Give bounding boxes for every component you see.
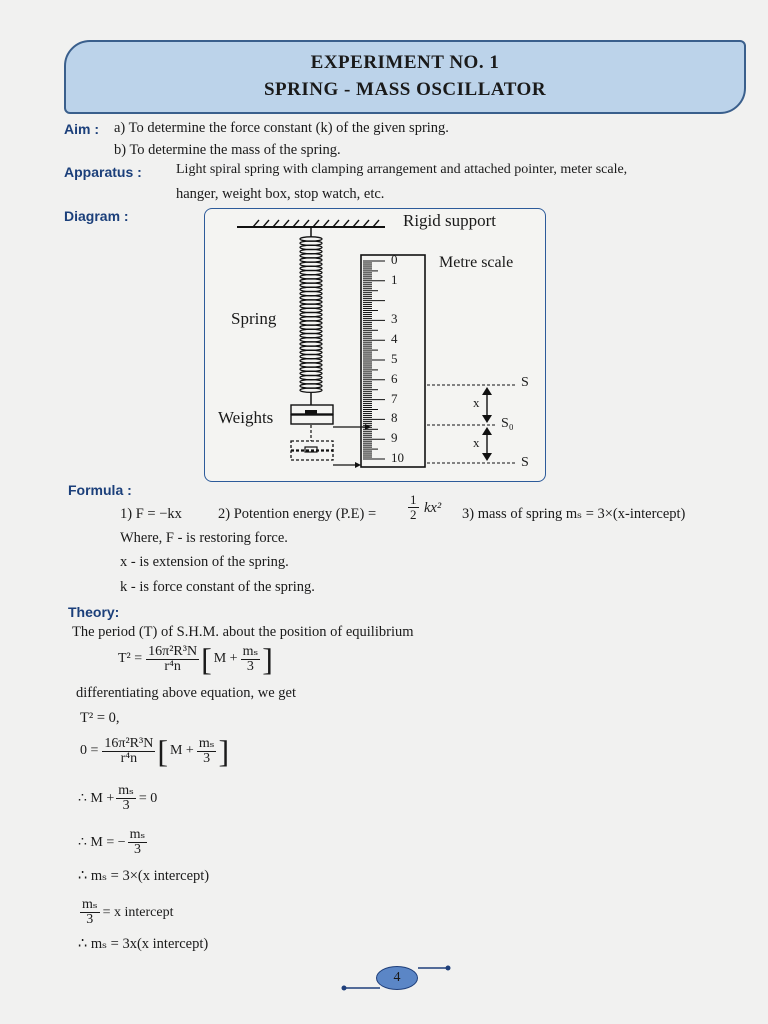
theory-eq7: [80, 898, 173, 927]
rigid-support-hatch: [253, 220, 379, 227]
eq7-three: 3: [86, 912, 94, 927]
eq1-bracket-m: M +: [213, 651, 238, 666]
theory-eq8: ∴ mₛ = 3x(x intercept): [78, 936, 209, 952]
eq4-prefix: ∴ M +: [78, 791, 115, 806]
scale-tick-label: 6: [391, 370, 398, 386]
formula-2-num: 1: [410, 492, 417, 507]
rigid-support-label: Rigid support: [403, 211, 497, 230]
theory-line1: The period (T) of S.H.M. about the position of equilibrium: [72, 624, 414, 640]
formula-3: 3) mass of spring mₛ = 3×(x-intercept): [462, 506, 686, 522]
formula-where-2: x - is extension of the spring.: [120, 554, 289, 570]
theory-eq6: ∴ mₛ = 3×(x intercept): [78, 868, 210, 884]
formula-2-suffix: kx²: [424, 500, 442, 516]
eq3-lhs: 0 =: [80, 743, 99, 758]
scale-tick-label: 7: [391, 390, 398, 406]
scale-tick-label: 1: [391, 271, 398, 287]
formula-where-1: Where, F - is restoring force.: [120, 530, 288, 546]
scale-tick-label: 0: [391, 252, 398, 267]
metre-scale-ticks: [363, 261, 385, 459]
eq3-bracket-m: M +: [169, 743, 194, 758]
spring-diagram-svg: [205, 209, 545, 481]
eq4-ms: mₛ: [118, 783, 134, 798]
formula-2-fraction: [408, 493, 419, 522]
weight-bottom: [291, 415, 333, 424]
s0-label: S₀: [501, 416, 514, 431]
aim-a: a) To determine the force constant (k) of the given spring.: [114, 120, 449, 136]
eq5-prefix: ∴ M = −: [78, 835, 126, 850]
scale-tick-label: 10: [391, 450, 404, 465]
weights-label: Weights: [218, 408, 274, 427]
scale-tick-label: 9: [391, 430, 398, 446]
theory-eq4: [78, 784, 157, 813]
weight-hook: [305, 410, 317, 415]
theory-eq3: 0 = $\frac{\text{16π²R³N}}{\text{r⁴n}}$ [ M + $\frac{\text{mₛ}}{3}$ ]: [80, 733, 230, 769]
formula-2-prefix: 2) Potention energy (P.E) =: [218, 506, 377, 522]
eq1-lhs: T² =: [118, 651, 143, 666]
eq7-suffix: = x intercept: [102, 904, 174, 920]
formula-2-den: 2: [410, 507, 417, 522]
x-top-label: x: [473, 395, 480, 410]
scale-tick-label: 5: [391, 351, 398, 366]
apparatus-line2: hanger, weight box, stop watch, etc.: [176, 186, 385, 202]
eq3-den: r⁴n: [120, 750, 138, 766]
apparatus-label: Apparatus :: [64, 164, 142, 180]
metre-scale-label: Metre scale: [439, 254, 514, 271]
eq4-suffix: = 0: [138, 790, 158, 806]
eq4-three: 3: [122, 798, 130, 813]
eq1-ms: mₛ: [242, 643, 259, 659]
eq3-num: 16π²R³N: [104, 735, 154, 751]
eq1-den: r⁴n: [164, 658, 181, 674]
theory-eq2: T² = 0,: [80, 710, 120, 726]
diagram-label: Diagram :: [64, 208, 129, 224]
aim-label: Aim :: [64, 121, 99, 137]
eq3-ms: mₛ: [198, 735, 215, 751]
scale-tick-label: 4: [391, 331, 398, 347]
theory-eq1: T² = $\frac{\text{16π²R³N}}{\text{r⁴n}}$ [ M + $\frac{\text{mₛ}}{3}$ ]: [118, 641, 273, 677]
spring-coils: [300, 237, 322, 393]
eq5-three: 3: [133, 842, 141, 857]
experiment-title: SPRING - MASS OSCILLATOR: [263, 79, 547, 100]
spring-label: Spring: [231, 309, 277, 328]
theory-line2: differentiating above equation, we get: [76, 685, 296, 701]
eq1-three: 3: [246, 658, 254, 674]
formula-label: Formula :: [68, 482, 132, 498]
x-bottom-label: x: [473, 435, 480, 450]
weight-displaced-top: [291, 441, 333, 450]
eq7-ms: mₛ: [82, 897, 98, 912]
apparatus-line1: Light spiral spring with clamping arrangement and attached pointer, meter scale,: [176, 162, 628, 177]
spring-diagram: [204, 208, 546, 482]
formula-where-3: k - is force constant of the spring.: [120, 579, 315, 595]
eq3-three: 3: [203, 750, 211, 766]
theory-eq5: [78, 828, 147, 857]
formula-1: 1) F = −kx: [120, 506, 182, 522]
eq5-ms: mₛ: [129, 827, 146, 842]
experiment-number: EXPERIMENT NO. 1: [310, 52, 500, 73]
theory-label: Theory:: [68, 604, 120, 620]
scale-tick-label: 3: [391, 311, 398, 327]
eq1-num: 16π²R³N: [148, 643, 198, 659]
scale-tick-label: 8: [391, 410, 398, 426]
s-top-label: S: [521, 375, 529, 390]
aim-b: b) To determine the mass of the spring.: [114, 142, 341, 158]
title-banner: [64, 40, 746, 114]
page-number: 4: [376, 966, 418, 990]
s-bottom-label: S: [521, 455, 529, 470]
